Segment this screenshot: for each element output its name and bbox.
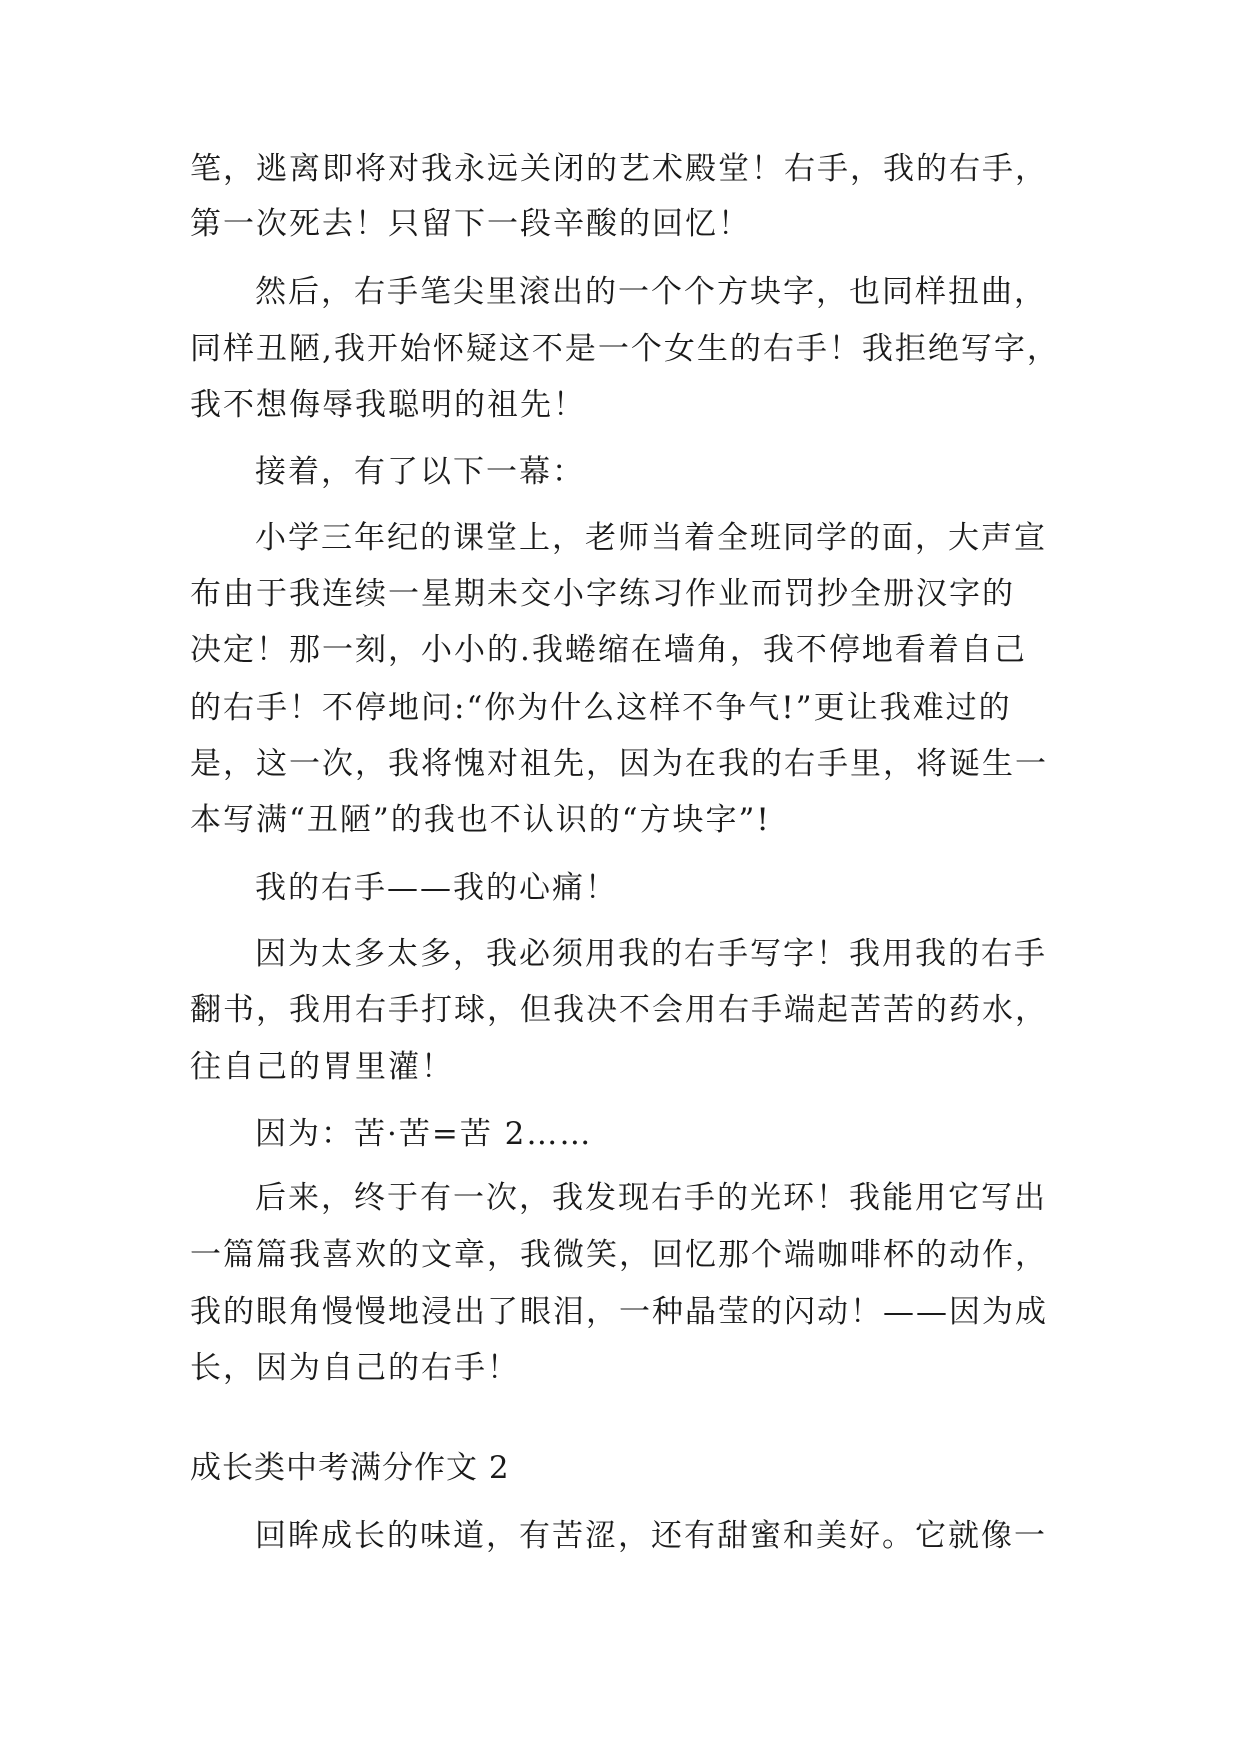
paragraph-line: 因为：苦·苦=苦 2…… xyxy=(255,1116,593,1152)
paragraph-line: 回眸成长的味道，有苦涩，还有甜蜜和美好。它就像一 xyxy=(255,1518,1047,1554)
paragraph-line: 我不想侮辱我聪明的祖先！ xyxy=(190,387,586,423)
paragraph-line: 翻书，我用右手打球，但我决不会用右手端起苦苦的药水， xyxy=(190,992,1048,1028)
paragraph-line: 小学三年纪的课堂上，老师当着全班同学的面，大声宣 xyxy=(255,520,1047,556)
paragraph-line: 是，这一次，我将愧对祖先，因为在我的右手里，将诞生一 xyxy=(190,746,1048,782)
paragraph-line: 我的眼角慢慢地浸出了眼泪，一种晶莹的闪动！——因为成 xyxy=(190,1294,1048,1330)
paragraph-line: 长，因为自己的右手！ xyxy=(190,1350,520,1386)
paragraph-line: 接着，有了以下一幕： xyxy=(255,454,585,490)
paragraph-line: 同样丑陋,我开始怀疑这不是一个女生的右手！我拒绝写字， xyxy=(190,331,1060,367)
paragraph-line: 一篇篇我喜欢的文章，我微笑，回忆那个端咖啡杯的动作， xyxy=(190,1237,1048,1273)
paragraph-line: 第一次死去！只留下一段辛酸的回忆！ xyxy=(190,206,751,242)
paragraph-line: 然后，右手笔尖里滚出的一个个方块字，也同样扭曲， xyxy=(255,274,1047,310)
paragraph-line: 的右手！不停地问:“你为什么这样不争气!”更让我难过的 xyxy=(190,690,1012,726)
paragraph-line: 笔，逃离即将对我永远关闭的艺术殿堂！右手，我的右手， xyxy=(190,151,1048,187)
section-heading: 成长类中考满分作文 2 xyxy=(190,1450,510,1486)
paragraph-line: 后来，终于有一次，我发现右手的光环！我能用它写出 xyxy=(255,1180,1047,1216)
paragraph-line: 因为太多太多，我必须用我的右手写字！我用我的右手 xyxy=(255,936,1047,972)
paragraph-line: 往自己的胃里灌！ xyxy=(190,1049,454,1085)
paragraph-line: 布由于我连续一星期未交小字练习作业而罚抄全册汉字的 xyxy=(190,576,1015,612)
paragraph-line: 本写满“丑陋”的我也不认识的“方块字”! xyxy=(190,802,771,838)
paragraph-line: 决定！那一刻，小小的.我蜷缩在墙角，我不停地看着自己 xyxy=(190,632,1027,668)
paragraph-line: 我的右手——我的心痛！ xyxy=(255,870,618,906)
